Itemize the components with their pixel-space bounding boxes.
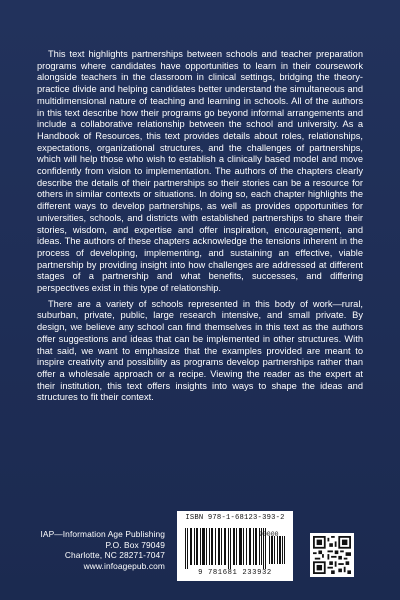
publisher-po-box: P.O. Box 79049 <box>105 539 165 550</box>
isbn-label: ISBN 978-1-68123-393-2 <box>185 514 285 522</box>
blurb-paragraph-1: This text highlights partnerships between schools and teacher preparation programs where candidates have opportunities to learn in their coursework alongside teachers in the classroom in clinical settings, bridging the theory-practice divide and helping candidates better understand the simultaneous and multidimensional nature of teaching and learning in schools. All of the authors in this text describe how their programs go beyond informal arrangements and include a collaborative relationship between the school and university. As a Handbook of Resources, this text provides details about roles, relationships, expectations, organizational structures, and the challenges of partnerships, which will help those who wish to establish a clinically based model and move confidently from vision to implementation. The authors of the chapters clearly describe the details of their partnerships so their stories can be a resource for others in similar contexts or situations. In doing so, each chapter highlights the different ways to develop partnerships, as well as provides opportunities for universities, schools, and districts with established partnerships to share their stories, wisdom, and expertise and offer inspiration, encouragement, and ideas. The authors of these chapters acknowledge the tensions inherent in the process of developing, implementing, and sustaining an effective, viable partnership by providing insight into how challenges are addressed at different stages of a partnership and what benefits, successes, and differing perspectives exist in this type of relationship. <box>37 49 363 294</box>
barcode-digits: 9 781681 233932 <box>198 569 272 577</box>
publisher-info <box>40 529 165 571</box>
qr-code-icon <box>313 536 351 574</box>
publisher-name: IAP—Information Age Publishing <box>40 529 165 539</box>
blurb-text <box>37 49 363 408</box>
publisher-city: Charlotte, NC 28271-7047 <box>64 550 165 560</box>
blurb-paragraph-2: There are a variety of schools represented in this body of work—rural, suburban, private, public, large research intensive, and small private. By design, we believe any school can find themselves in this text as the authors offer suggestions and ideas that can be implemented in other structures. With that said, we want to emphasize that the examples provided are meant to inspire creativity and possibility as programs develop partnerships rather than offer a wholesale approach or a recipe. Viewing the reader as the expert at their institution, this text offers insights into ways to shape the ideas and structures to fit their context. <box>37 298 363 403</box>
isbn-barcode <box>177 511 293 581</box>
price-code: 90000 <box>259 531 279 538</box>
publisher-website: www.infoagepub.com <box>83 560 165 571</box>
qr-code <box>310 533 354 577</box>
